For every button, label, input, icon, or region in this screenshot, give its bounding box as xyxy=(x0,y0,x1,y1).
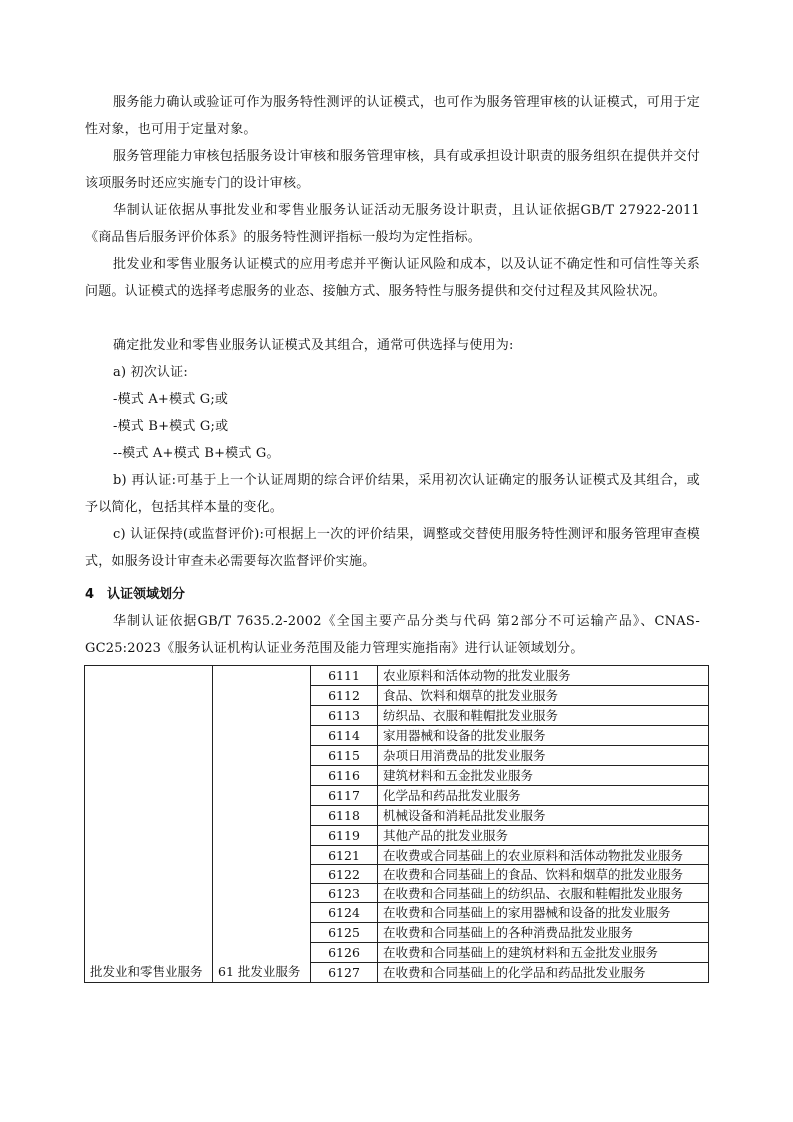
table-description: 纺织品、衣服和鞋帽批发业服务 xyxy=(378,706,709,726)
table-code: 6117 xyxy=(311,786,378,806)
table-code: 6115 xyxy=(311,746,378,766)
paragraph-mode-application: 批发业和零售业服务认证模式的应用考虑并平衡认证风险和成本，以及认证不确定性和可信性等关系问题。认证模式的选择考虑服务的业态、接触方式、服务特性与服务提供和交付过程及其风险状况。 xyxy=(85,257,700,299)
table-code: 6126 xyxy=(311,943,378,963)
paragraph-huazhi-basis: 华制认证依据从事批发业和零售业服务认证活动无服务设计职责，且认证依据GB/T 27922-2011《商品售后服务评价体系》的服务特性测评指标一般均为定性指标。 xyxy=(85,203,700,245)
table-code: 6116 xyxy=(311,766,378,786)
table-code: 6125 xyxy=(311,923,378,943)
table-category-cell: 批发业和零售业服务 xyxy=(85,666,213,983)
section-heading xyxy=(85,581,185,608)
table-description: 化学品和药品批发业服务 xyxy=(378,786,709,806)
certification-domain-table xyxy=(84,665,709,983)
table-description: 其他产品的批发业服务 xyxy=(378,826,709,846)
table-description: 农业原料和活体动物的批发业服务 xyxy=(378,666,709,686)
section-intro: 华制认证依据GB/T 7635.2-2002《全国主要产品分类与代码 第2部分不可运输产品》、CNAS-GC25:2023《服务认证机构认证业务范围及能力管理实施指南》进行认证领域划分。 xyxy=(85,614,700,656)
paragraph-mode-selection: 确定批发业和零售业服务认证模式及其组合，通常可供选择与使用为: xyxy=(113,338,514,353)
table-code: 6118 xyxy=(311,806,378,826)
table-code: 6121 xyxy=(311,846,378,865)
list-mode-option-3: --模式 A+模式 B+模式 G。 xyxy=(113,446,280,461)
table-description: 杂项日用消费品的批发业服务 xyxy=(378,746,709,766)
table-description: 在收费和合同基础上的各种消费品批发业服务 xyxy=(378,923,709,943)
table-subcategory-cell: 61 批发业服务 xyxy=(213,666,311,983)
table-code: 6113 xyxy=(311,706,378,726)
table-code: 6114 xyxy=(311,726,378,746)
list-maintenance: c) 认证保持(或监督评价):可根据上一次的评价结果，调整或交替使用服务特性测评和服务管理审查模式，如服务设计审查未必需要每次监督评价实施。 xyxy=(85,527,700,569)
table-description: 在收费或合同基础上的农业原料和活体动物批发业服务 xyxy=(378,846,709,865)
table-code: 6127 xyxy=(311,963,378,983)
table-description: 建筑材料和五金批发业服务 xyxy=(378,766,709,786)
table-code: 6111 xyxy=(311,666,378,686)
list-mode-option-2: -模式 B+模式 G;或 xyxy=(113,419,229,434)
list-mode-option-1: -模式 A+模式 G;或 xyxy=(113,392,229,407)
section-number: 4 xyxy=(85,587,95,602)
table-description: 机械设备和消耗品批发业服务 xyxy=(378,806,709,826)
table-description: 食品、饮料和烟草的批发业服务 xyxy=(378,686,709,706)
list-recertification: b) 再认证:可基于上一个认证周期的综合评价结果，采用初次认证确定的服务认证模式及其组合，或予以简化，包括其样本量的变化。 xyxy=(85,473,700,515)
paragraph-service-capability: 服务能力确认或验证可作为服务特性测评的认证模式，也可作为服务管理审核的认证模式，可用于定性对象，也可用于定量对象。 xyxy=(85,95,700,137)
table-code: 6122 xyxy=(311,865,378,884)
table-code: 6123 xyxy=(311,884,378,903)
table-description: 家用器械和设备的批发业服务 xyxy=(378,726,709,746)
table-description: 在收费和合同基础上的化学品和药品批发业服务 xyxy=(378,963,709,983)
table-code: 6112 xyxy=(311,686,378,706)
paragraph-management-audit: 服务管理能力审核包括服务设计审核和服务管理审核，具有或承担设计职责的服务组织在提供并交付该项服务时还应实施专门的设计审核。 xyxy=(85,149,700,191)
table-description: 在收费和合同基础上的建筑材料和五金批发业服务 xyxy=(378,943,709,963)
table-description: 在收费和合同基础上的食品、饮料和烟草的批发业服务 xyxy=(378,865,709,884)
table-code: 6119 xyxy=(311,826,378,846)
table-code: 6124 xyxy=(311,903,378,923)
list-initial-certification: a) 初次认证: xyxy=(113,365,188,380)
table-description: 在收费和合同基础上的纺织品、衣服和鞋帽批发业服务 xyxy=(378,884,709,903)
table-description: 在收费和合同基础上的家用器械和设备的批发业服务 xyxy=(378,903,709,923)
section-title: 认证领域划分 xyxy=(107,587,186,602)
